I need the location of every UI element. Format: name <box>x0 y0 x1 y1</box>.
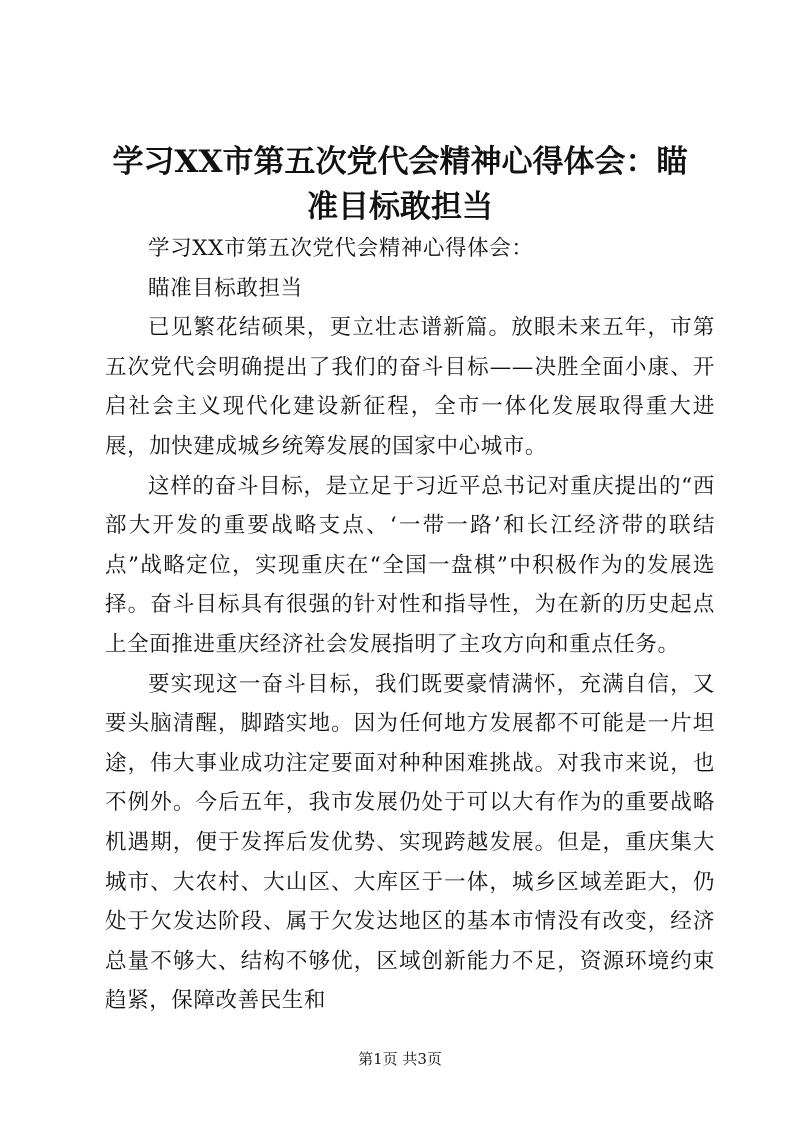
paragraph-subtitle-2: 瞄准目标敢担当 <box>148 275 303 301</box>
paragraph-1: 已见繁花结硕果，更立壮志谱新篇。放眼未来五年，市第五次党代会明确提出了我们的奋斗目标——决胜全面小康、开启社会主义现代化建设新征程，全市一体化发展取得重大进展，加快建成城乡统筹发展的国家中心城市。 <box>105 315 715 459</box>
page-footer: 第1页 共3页 <box>358 1050 442 1068</box>
paragraph-3: 要实现这一奋斗目标，我们既要豪情满怀，充满自信，又要头脑清醒，脚踏实地。因为任何地方发展都不可能是一片坦途，伟大事业成功注定要面对种种困难挑战。对我市来说，也不例外。今后五年，我市发展仍处于可以大有作为的重要战略机遇期，便于发挥后发优势、实现跨越发展。但是，重庆集大城市、大农村、大山区、大库区于一体，城乡区域差距大，仍处于欠发达阶段、属于欠发达地区的基本市情没有改变，经济总量不够大、结构不够优，区域创新能力不足，资源环境约束趋紧，保障改善民生和 <box>105 671 715 1014</box>
document-title: 学习XX市第五次党代会精神心得体会：瞄准目标敢担当 <box>112 144 688 225</box>
document-body <box>105 229 715 1021</box>
paragraph-subtitle-1: 学习XX市第五次党代会精神心得体会： <box>148 236 534 261</box>
paragraph-2: 这样的奋斗目标，是立足于习近平总书记对重庆提出的“西部大开发的重要战略支点、‘一带一路’和长江经济带的联结点”战略定位，实现重庆在“全国一盘棋”中积极作为的发展选择。奋斗目标具有很强的针对性和指导性，为在新的历史起点上全面推进重庆经济社会发展指明了主攻方向和重点任务。 <box>105 473 715 657</box>
